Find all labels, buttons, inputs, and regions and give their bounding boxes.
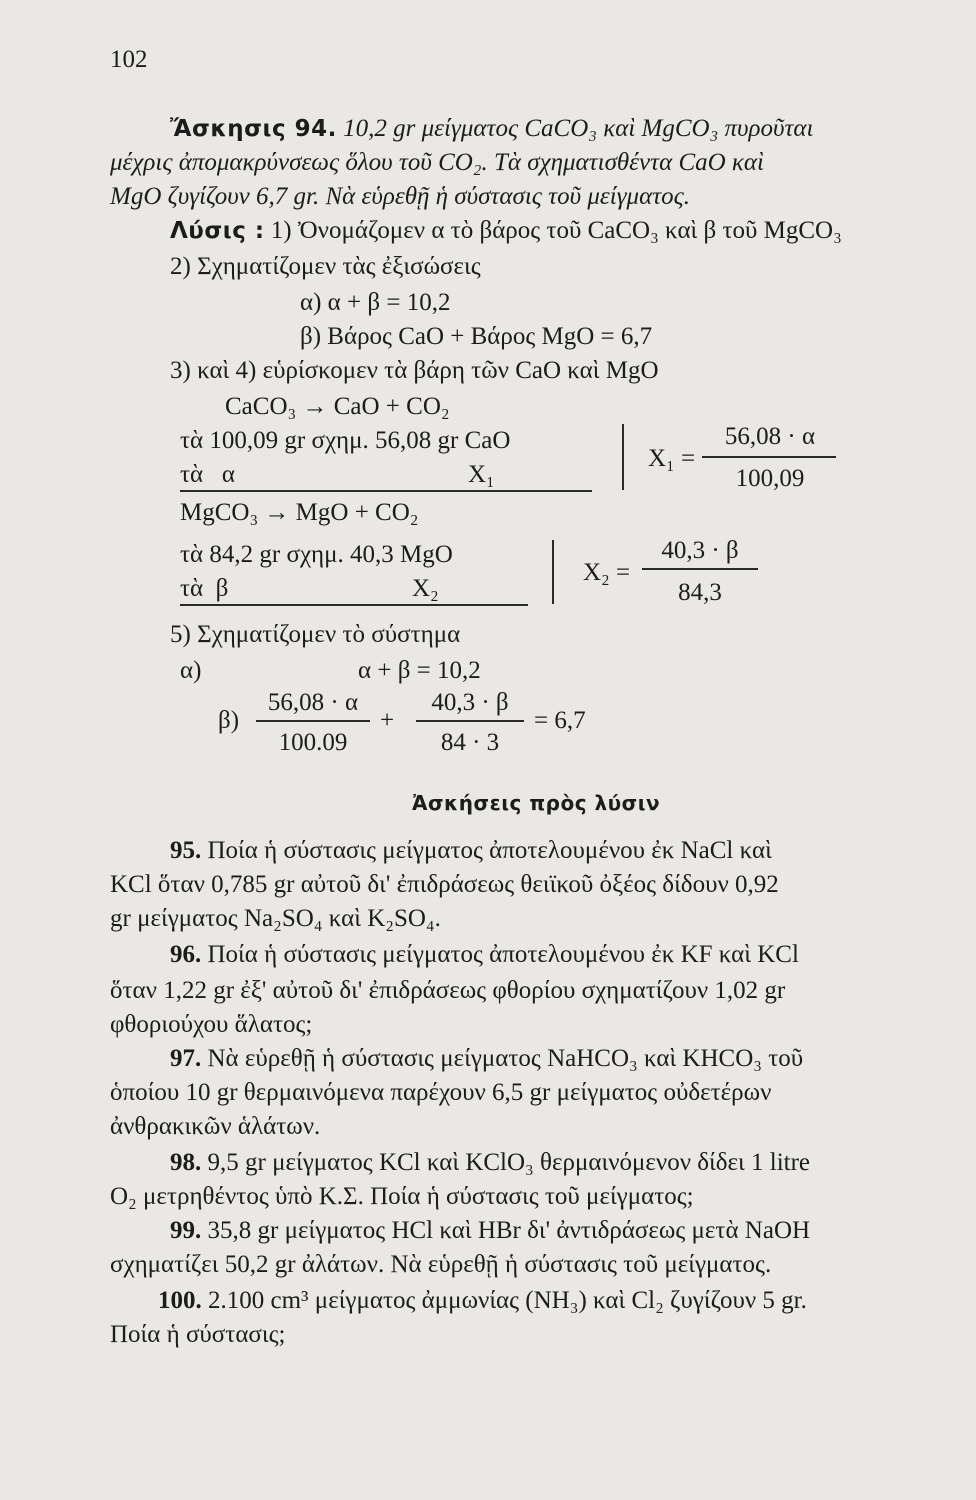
reaction1-row1: τὰ 100,09 gr σχημ. 56,08 gr CaO: [180, 427, 511, 454]
section-heading: Ἀσκήσεις πρὸς λύσιν: [412, 791, 661, 815]
system-a-label: α): [180, 657, 202, 684]
reaction2-row2-x: X₂: [412, 575, 439, 602]
x2-lhs: X₂ =: [583, 559, 631, 586]
problem-96-line1: [170, 940, 799, 970]
reaction2-underline: [180, 604, 528, 606]
problem-text: Ποία ἡ σύστασις μείγματος ἀποτελουμένου ἐκ NaCl καὶ: [207, 837, 772, 864]
problem-97-line2: ὁποίου 10 gr θερμαινόμενα παρέχουν 6,5 gr μείγματος οὐδετέρων: [110, 1079, 772, 1106]
solution-step1: 1) Ὀνομάζομεν α τὸ βάρος τοῦ CaCO₃ καὶ β τοῦ MgCO₃: [270, 217, 842, 244]
problem-number: 96.: [170, 941, 202, 968]
problem-99-line2: σχηματίζει 50,2 gr ἀλάτων. Νὰ εὑρεθῇ ἡ σύστασις τοῦ μείγματος.: [110, 1251, 772, 1278]
problem-95-line1: [170, 836, 772, 866]
problem-96-line3: φθοριούχου ἅλατος;: [110, 1011, 313, 1038]
reaction2-row1: τὰ 84,2 gr σχημ. 40,3 MgO: [180, 541, 453, 568]
system-b-numerator1: 56,08 · α: [267, 689, 359, 716]
problem-number: 95.: [170, 837, 202, 864]
exercise-94-line1: 10,2 gr μείγματος CaCO₃ καὶ MgCO₃ πυροῦται: [343, 115, 814, 142]
reaction1-row2-x: X₁: [468, 461, 495, 488]
problem-text: 9,5 gr μείγματος KCl καὶ KClO₃ θερμαινόμενον δίδει 1 litre: [207, 1149, 811, 1176]
problem-98-line2: O₂ μετρηθέντος ὑπὸ Κ.Σ. Ποία ἡ σύστασις τοῦ μείγματος;: [110, 1183, 694, 1210]
system-b-fraction-bar1: [256, 720, 370, 722]
problem-97-line1: [170, 1044, 803, 1074]
problem-98-line1: [170, 1148, 810, 1178]
x1-numerator: 56,08 · α: [724, 423, 816, 450]
reaction2-row2-b: τὰ β: [180, 575, 229, 602]
solution-step34: 3) καὶ 4) εὑρίσκομεν τὰ βάρη τῶν CaO καὶ MgO: [170, 357, 659, 384]
problem-95-line2: KCl ὅταν 0,785 gr αὐτοῦ δι' ἐπιδράσεως θειϊκοῦ ὀξέος δίδουν 0,92: [110, 871, 779, 898]
problem-number: 98.: [170, 1149, 202, 1176]
problem-text: Νὰ εὑρεθῇ ἡ σύστασις μείγματος NaHCO₃ καὶ KHCO₃ τοῦ: [207, 1045, 804, 1072]
reaction-mgco3: MgCO₃ → MgO + CO₂: [180, 499, 419, 526]
problem-number: 100.: [158, 1287, 202, 1314]
equation-b: β) Βάρος CaO + Βάρος MgO = 6,7: [300, 323, 653, 350]
x2-numerator: 40,3 · β: [661, 537, 739, 564]
reaction1-row2-a: τὰ α: [180, 461, 235, 488]
system-b-rhs: = 6,7: [534, 707, 586, 734]
x1-fraction-bar: [702, 456, 836, 458]
problem-100-line2: Ποία ἡ σύστασις;: [110, 1321, 286, 1348]
solution-step5: 5) Σχηματίζομεν τὸ σύστημα: [170, 621, 461, 648]
system-b-plus: +: [380, 707, 395, 734]
system-a-equation: α + β = 10,2: [358, 657, 481, 684]
exercise-94-line3: MgO ζυγίζουν 6,7 gr. Νὰ εὑρεθῇ ἡ σύστασις τοῦ μείγματος.: [110, 183, 691, 210]
x2-denominator: 84,3: [678, 579, 722, 606]
exercise-94-first-line: [170, 114, 814, 144]
problem-number: 97.: [170, 1045, 202, 1072]
system-b-denominator1: 100.09: [278, 729, 348, 756]
problem-96-line2: ὅταν 1,22 gr ἐξ' αὐτοῦ δι' ἐπιδράσεως φθορίου σχηματίζουν 1,02 gr: [110, 977, 786, 1004]
x1-denominator: 100,09: [735, 465, 805, 492]
system-b-fraction-bar2: [416, 720, 524, 722]
x2-fraction-bar: [642, 568, 758, 570]
problem-text: 35,8 gr μείγματος HCl καὶ HBr δι' ἀντιδράσεως μετὰ NaOH: [207, 1217, 811, 1244]
problem-100-line1: [158, 1286, 807, 1316]
reaction2-divider: [552, 540, 554, 604]
system-b-denominator2: 84 · 3: [440, 729, 500, 756]
x1-lhs: X₁ =: [648, 445, 696, 472]
page-number: 102: [110, 46, 148, 73]
solution-step2: 2) Σχηματίζομεν τὰς ἐξισώσεις: [170, 253, 481, 280]
system-b-numerator2: 40,3 · β: [431, 689, 509, 716]
solution-first-line: [170, 216, 842, 246]
exercise-94-label: Ἄσκησις 94.: [170, 116, 337, 142]
problem-97-line3: ἀνθρακικῶν ἁλάτων.: [110, 1113, 321, 1140]
reaction1-divider: [622, 424, 624, 490]
problem-text: Ποία ἡ σύστασις μείγματος ἀποτελουμένου ἐκ KF καὶ KCl: [207, 941, 799, 968]
problem-95-line3: gr μείγματος Na₂SO₄ καὶ K₂SO₄.: [110, 905, 441, 932]
problem-text: 2.100 cm³ μείγματος ἀμμωνίας (NH₃) καὶ Cl₂ ζυγίζουν 5 gr.: [208, 1287, 807, 1314]
equation-a: α) α + β = 10,2: [300, 289, 451, 316]
reaction-caco3: CaCO₃ → CaO + CO₂: [225, 393, 450, 420]
problem-number: 99.: [170, 1217, 202, 1244]
solution-label: Λύσις :: [170, 218, 265, 244]
problem-99-line1: [170, 1216, 810, 1246]
reaction1-underline: [180, 490, 592, 492]
exercise-94-line2: μέχρις ἀπομακρύνσεως ὅλου τοῦ CO₂. Τὰ σχηματισθέντα CaO καὶ: [110, 149, 764, 176]
system-b-label: β): [218, 707, 240, 734]
